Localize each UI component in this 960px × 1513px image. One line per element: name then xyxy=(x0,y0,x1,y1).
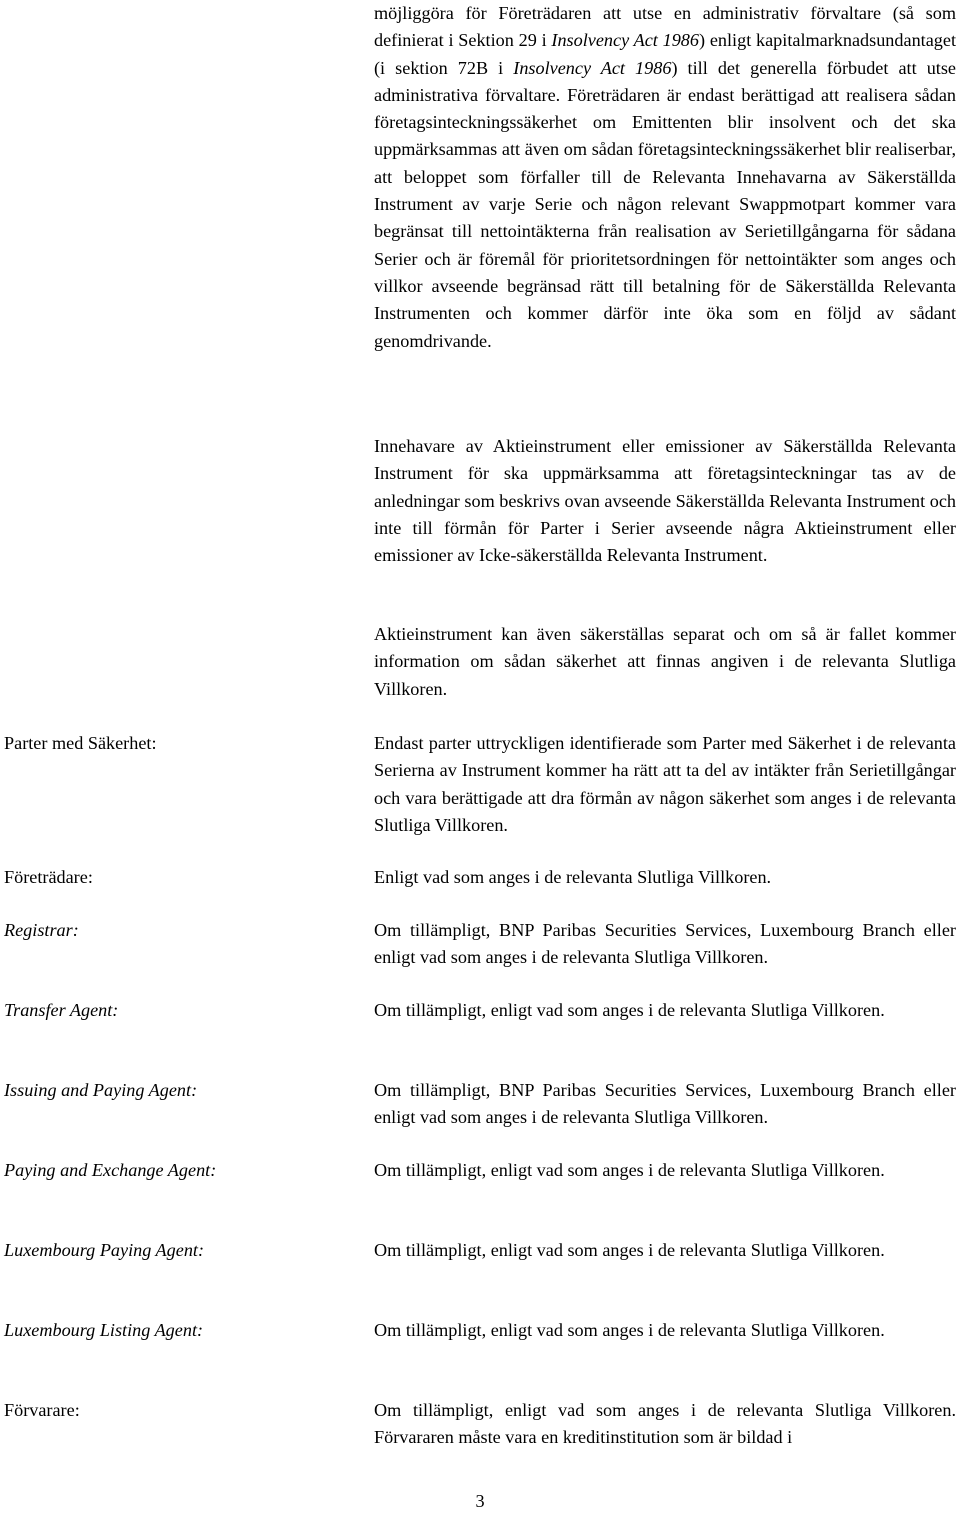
definition-label-custodian: Förvarare: xyxy=(4,1400,80,1420)
definition-value-luxembourg-listing-agent: Om tillämpligt, enligt vad som anges i de relevanta Slutliga Villkoren. xyxy=(374,1320,885,1340)
definition-value-transfer-agent: Om tillämpligt, enligt vad som anges i de relevanta Slutliga Villkoren. xyxy=(374,1000,885,1020)
definition-value-paying-exchange-agent: Om tillämpligt, enligt vad som anges i de relevanta Slutliga Villkoren. xyxy=(374,1160,885,1180)
paragraph-text-part3: ) till det generella förbudet att utse administrativa förvaltare. Företrädaren är endast berättigad att realisera sådan företagsinteckningssäkerhet om Emittenten blir insolvent och det ska uppmärksammas att även om sådan företagsinteckningssäkerhet blir realiserbar, att beloppet som förfaller till de Relevanta Innehavarna av Säkerställda Instrument av varje Serie och någon relevant Swappmotpart kommer vara begränsat till nettointäkterna från realisation av Serietillgångarna för sådana Serier och är föremål för prioritetsordningen för nettointäkter som anges och villkor avseende begränsad rätt till betalning för de Säkerställda Relevanta Instrumenten och kommer därför inte öka som en följd av sådant genomdrivande. xyxy=(374,57,957,351)
act-reference-1: Insolvency Act 1986 xyxy=(551,30,699,51)
continued-paragraph xyxy=(374,0,956,355)
paragraph-text-part1: möjliggöra för Företrädaren att utse en administrativ förvaltare (så som definierat i Sektion 29 i xyxy=(374,3,956,51)
definition-value-secured-parties: Endast parter uttryckligen identifierade som Parter med Säkerhet i de relevanta Serierna av Instrument kommer ha rätt att ta del av intäkter från Serietillgångar och vara berättigade att dra förmån av någon säkerhet som anges i de relevanta Slutliga Villkoren. xyxy=(374,733,956,835)
definition-value-trustee: Enligt vad som anges i de relevanta Slutliga Villkoren. xyxy=(374,867,772,887)
page-number: 3 xyxy=(475,1491,485,1511)
equity-security-paragraph: Aktieinstrument kan även säkerställas separat och om så är fallet kommer information om sådan säkerhet att finnas angiven i de relevanta Slutliga Villkoren. xyxy=(374,624,956,699)
definition-label-paying-exchange-agent: Paying and Exchange Agent: xyxy=(4,1160,217,1180)
act-reference-2: Insolvency Act 1986 xyxy=(513,57,672,78)
definition-label-secured-parties: Parter med Säkerhet: xyxy=(4,733,157,753)
definition-value-issuing-paying-agent: Om tillämpligt, BNP Paribas Securities Services, Luxembourg Branch eller enligt vad som anges i de relevanta Slutliga Villkoren. xyxy=(374,1080,956,1128)
paragraph-text-part2: ) enligt kapitalmarknadsundantaget (i sektion 72B i xyxy=(374,30,957,78)
definition-label-luxembourg-paying-agent: Luxembourg Paying Agent: xyxy=(4,1240,205,1260)
definition-label-trustee: Företrädare: xyxy=(4,867,93,887)
definition-value-luxembourg-paying-agent: Om tillämpligt, enligt vad som anges i de relevanta Slutliga Villkoren. xyxy=(374,1240,885,1260)
definition-value-registrar: Om tillämpligt, BNP Paribas Securities Services, Luxembourg Branch eller enligt vad som anges i de relevanta Slutliga Villkoren. xyxy=(374,920,956,968)
definition-label-registrar: Registrar: xyxy=(4,920,79,940)
secured-instruments-paragraph: Innehavare av Aktieinstrument eller emissioner av Säkerställda Relevanta Instrument för ska uppmärksamma att företagsinteckningar tas av de anledningar som beskrivs ovan avseende Säkerställda Relevanta Instrument och inte till förmån för Parter i Serier avseende några Aktieinstrument eller emissioner av Icke-säkerställda Relevanta Instrument. xyxy=(374,436,956,566)
definition-label-luxembourg-listing-agent: Luxembourg Listing Agent: xyxy=(4,1320,204,1340)
definition-label-issuing-paying-agent: Issuing and Paying Agent: xyxy=(4,1080,198,1100)
definition-label-transfer-agent: Transfer Agent: xyxy=(4,1000,119,1020)
definition-value-custodian: Om tillämpligt, enligt vad som anges i de relevanta Slutliga Villkoren. Förvararen måste vara en kreditinstitution som är bildad i xyxy=(374,1400,956,1448)
